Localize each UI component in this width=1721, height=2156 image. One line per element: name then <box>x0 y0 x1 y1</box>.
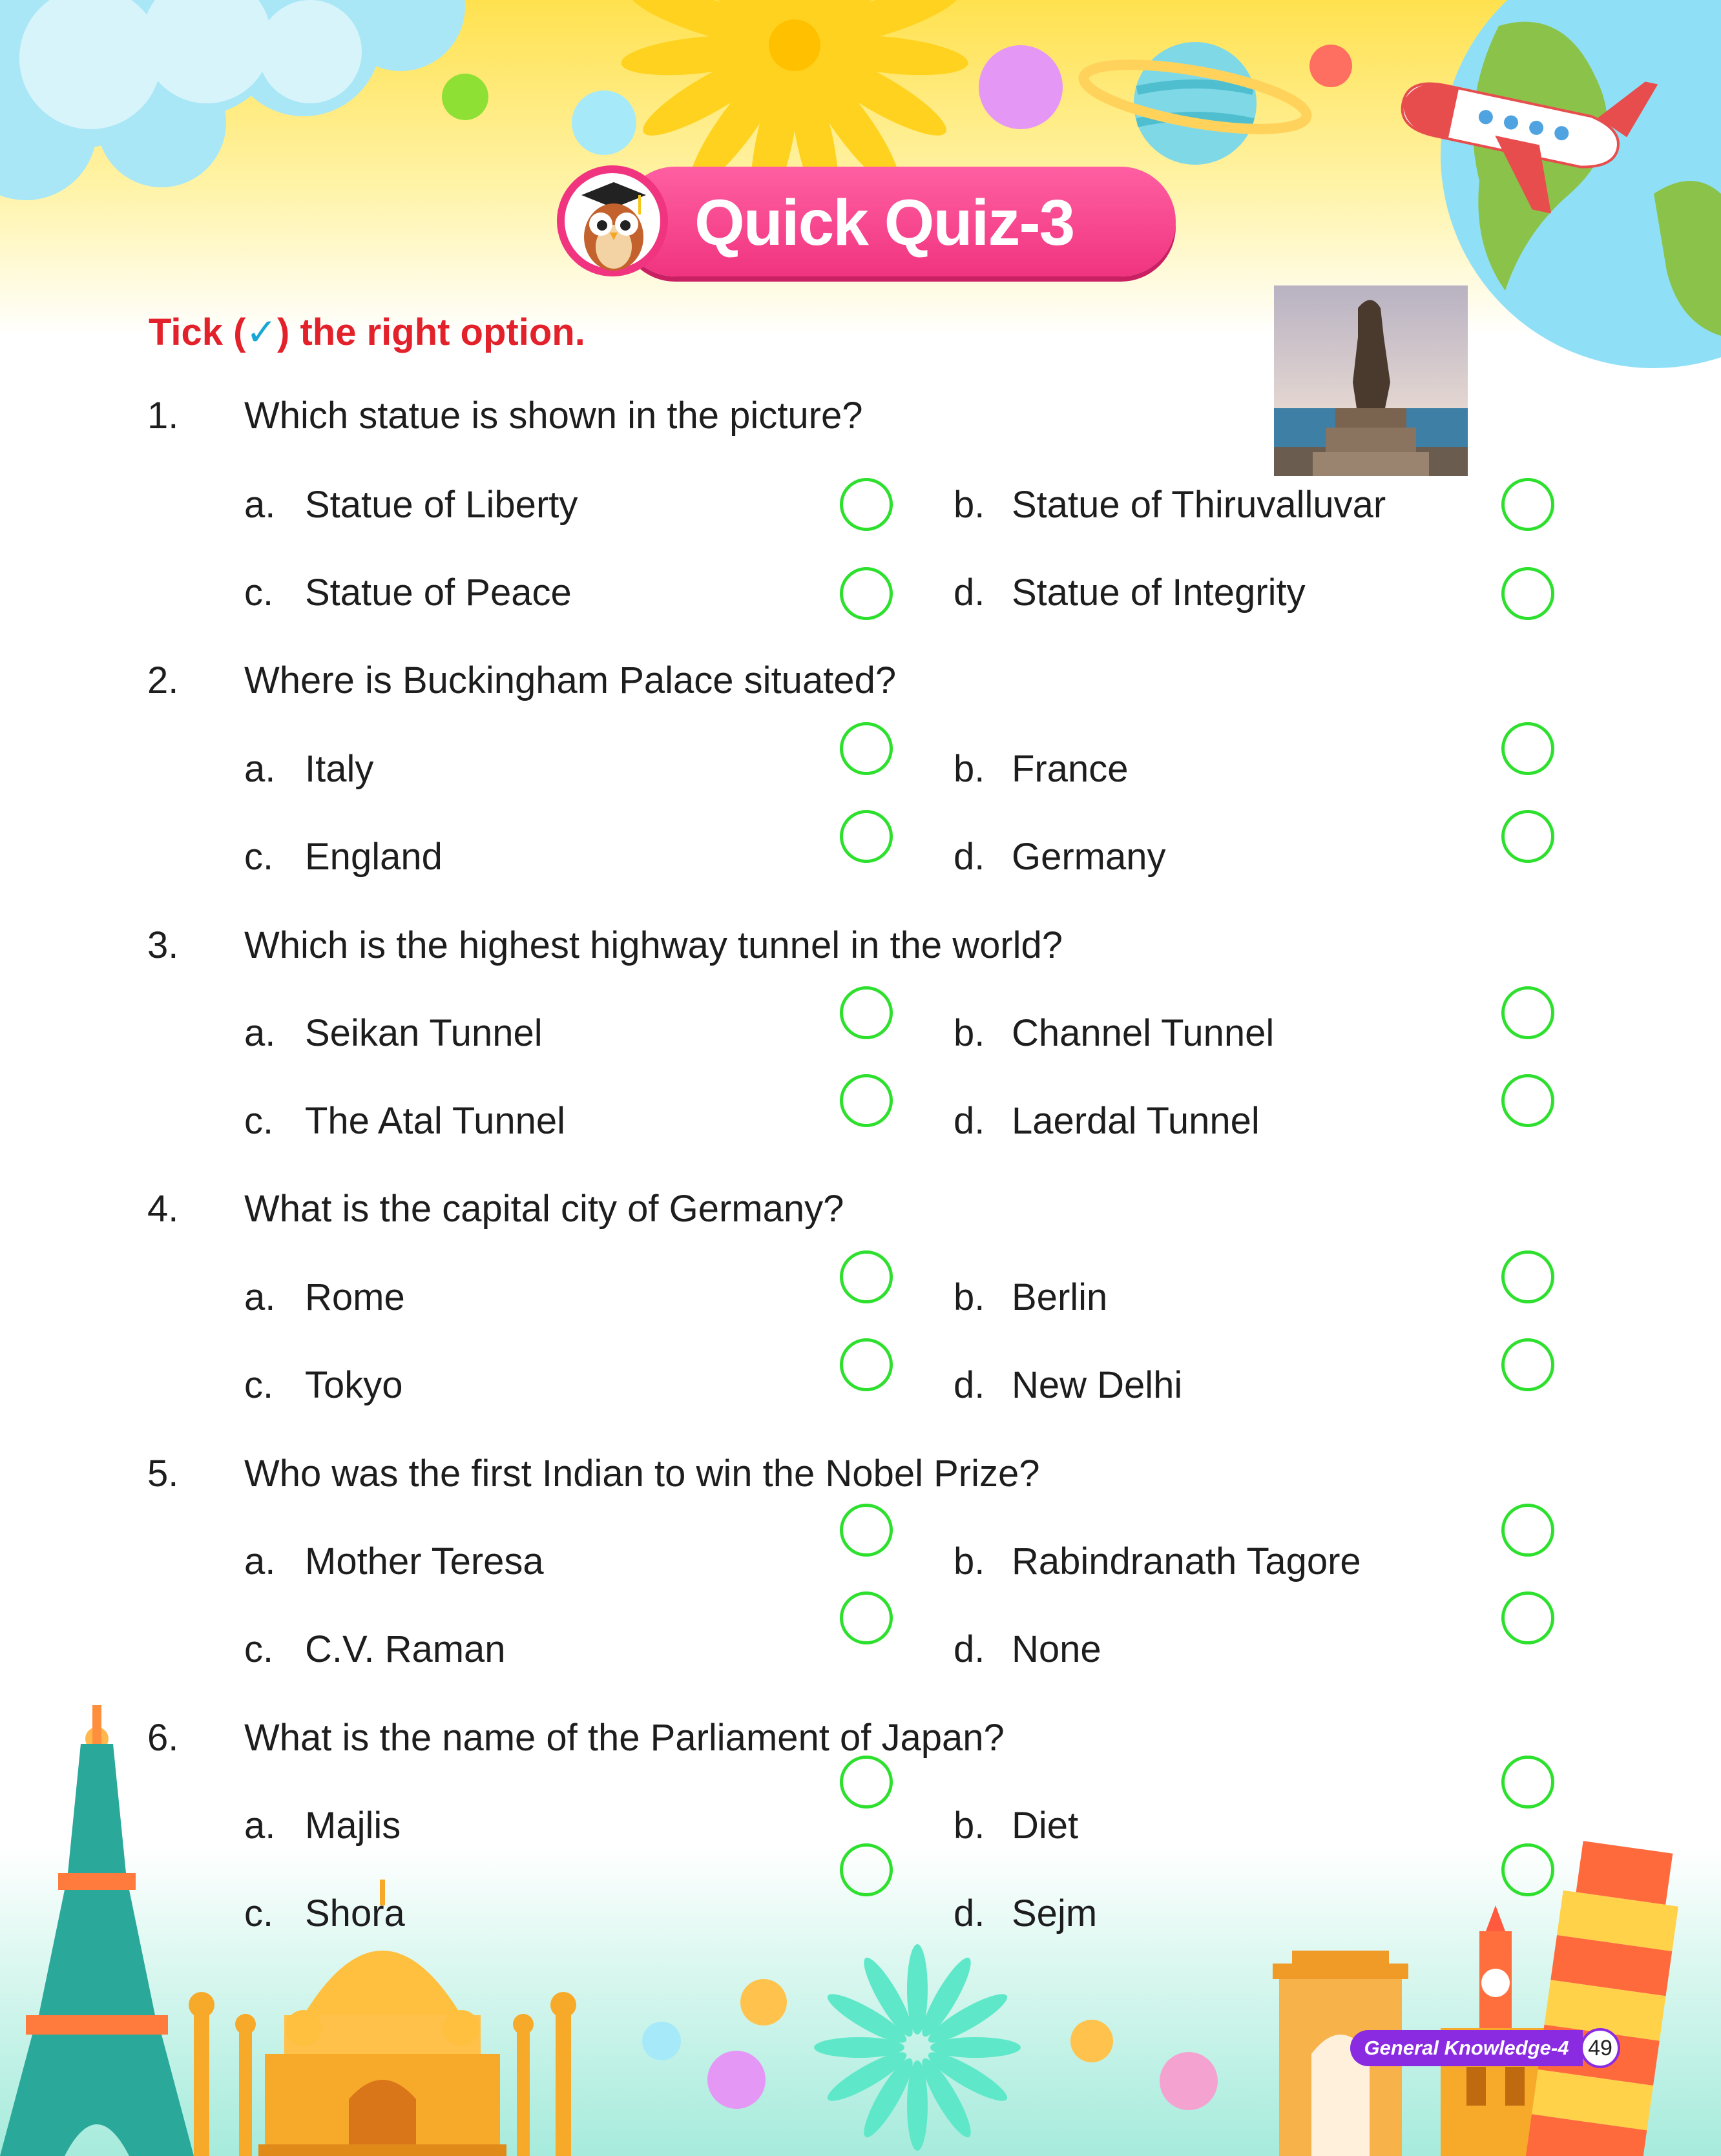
q1-option-b-text: Statue of Thiruvalluvar <box>1012 484 1386 526</box>
q2-option-b-text: France <box>1012 748 1129 790</box>
question-5-number: 5. <box>147 1453 179 1495</box>
question-2-number: 2. <box>147 659 179 701</box>
q6-option-a-letter: a. <box>244 1805 276 1847</box>
q6-option-d-answer-circle[interactable] <box>1501 1843 1554 1896</box>
q3-option-a-letter: a. <box>244 1012 276 1054</box>
question-1-text: Which statue is shown in the picture? <box>244 395 863 437</box>
question-1-number: 1. <box>147 395 179 437</box>
q5-option-d-letter: d. <box>954 1628 985 1670</box>
q4-option-a-letter: a. <box>244 1276 276 1318</box>
q4-option-d-answer-circle[interactable] <box>1501 1338 1554 1391</box>
q2-option-a-text: Italy <box>305 748 374 790</box>
q3-option-b-answer-circle[interactable] <box>1501 986 1554 1039</box>
owl-mascot-badge <box>557 165 668 276</box>
q4-option-c-answer-circle[interactable] <box>840 1338 893 1391</box>
statue-image <box>1274 285 1468 476</box>
q1-option-a-answer-circle[interactable] <box>840 478 893 531</box>
q2-option-b-answer-circle[interactable] <box>1501 722 1554 775</box>
question-3-text: Which is the highest highway tunnel in the world? <box>244 924 1063 966</box>
book-name-tag: General Knowledge-4 <box>1350 2030 1583 2066</box>
q5-option-d-text: None <box>1012 1628 1101 1670</box>
q5-option-a-answer-circle[interactable] <box>840 1504 893 1557</box>
q1-option-b-answer-circle[interactable] <box>1501 478 1554 531</box>
q1-option-d-text: Statue of Integrity <box>1012 572 1306 614</box>
q5-option-b-text: Rabindranath Tagore <box>1012 1540 1361 1582</box>
q5-option-b-letter: b. <box>954 1540 985 1582</box>
q3-option-a-text: Seikan Tunnel <box>305 1012 543 1054</box>
tick-mark-icon: ✓ <box>245 311 278 353</box>
q3-option-d-letter: d. <box>954 1100 985 1142</box>
q6-option-c-text: Shora <box>305 1892 405 1934</box>
question-2-text: Where is Buckingham Palace situated? <box>244 659 897 701</box>
question-6-number: 6. <box>147 1717 179 1759</box>
q4-option-b-text: Berlin <box>1012 1276 1108 1318</box>
q2-option-a-letter: a. <box>244 748 276 790</box>
question-6-text: What is the name of the Parliament of Japan? <box>244 1717 1005 1759</box>
q3-option-d-answer-circle[interactable] <box>1501 1074 1554 1127</box>
owl-mascot-icon <box>568 176 659 273</box>
question-5-text: Who was the first Indian to win the Nobel Prize? <box>244 1453 1040 1495</box>
q4-option-d-letter: d. <box>954 1364 985 1406</box>
q5-option-b-answer-circle[interactable] <box>1501 1504 1554 1557</box>
q4-option-b-answer-circle[interactable] <box>1501 1250 1554 1303</box>
q6-option-c-letter: c. <box>244 1892 274 1934</box>
q3-option-c-text: The Atal Tunnel <box>305 1100 566 1142</box>
q6-option-c-answer-circle[interactable] <box>840 1843 893 1896</box>
q2-option-d-text: Germany <box>1012 836 1166 878</box>
q6-option-b-text: Diet <box>1012 1805 1079 1847</box>
page-title: Quick Quiz-3 <box>694 187 1074 259</box>
statue-photo <box>1274 285 1468 476</box>
q2-option-c-text: England <box>305 836 443 878</box>
q1-option-c-letter: c. <box>244 572 274 614</box>
q3-option-d-text: Laerdal Tunnel <box>1012 1100 1260 1142</box>
instruction-text <box>149 310 585 354</box>
q2-option-d-answer-circle[interactable] <box>1501 810 1554 863</box>
q6-option-a-text: Majlis <box>305 1805 401 1847</box>
q4-option-a-text: Rome <box>305 1276 405 1318</box>
q3-option-a-answer-circle[interactable] <box>840 986 893 1039</box>
q4-option-c-letter: c. <box>244 1364 274 1406</box>
q2-option-c-answer-circle[interactable] <box>840 810 893 863</box>
q6-option-b-letter: b. <box>954 1805 985 1847</box>
q3-option-c-answer-circle[interactable] <box>840 1074 893 1127</box>
q6-option-d-text: Sejm <box>1012 1892 1098 1934</box>
q1-option-d-answer-circle[interactable] <box>1501 567 1554 620</box>
q1-option-c-answer-circle[interactable] <box>840 567 893 620</box>
q4-option-d-text: New Delhi <box>1012 1364 1183 1406</box>
q3-option-b-letter: b. <box>954 1012 985 1054</box>
q2-option-c-letter: c. <box>244 836 274 878</box>
q6-option-b-answer-circle[interactable] <box>1501 1756 1554 1809</box>
page-number: 49 <box>1580 2028 1620 2068</box>
q4-option-c-text: Tokyo <box>305 1364 403 1406</box>
instruction-before: Tick ( <box>149 311 246 353</box>
q6-option-d-letter: d. <box>954 1892 985 1934</box>
q1-option-d-letter: d. <box>954 572 985 614</box>
q5-option-c-answer-circle[interactable] <box>840 1591 893 1644</box>
q5-option-a-text: Mother Teresa <box>305 1540 544 1582</box>
q6-option-a-answer-circle[interactable] <box>840 1756 893 1809</box>
q4-option-a-answer-circle[interactable] <box>840 1250 893 1303</box>
q3-option-c-letter: c. <box>244 1100 274 1142</box>
q2-option-a-answer-circle[interactable] <box>840 722 893 775</box>
q3-option-b-text: Channel Tunnel <box>1012 1012 1275 1054</box>
instruction-after: ) the right option. <box>277 311 585 353</box>
q4-option-b-letter: b. <box>954 1276 985 1318</box>
question-3-number: 3. <box>147 924 179 966</box>
q1-option-c-text: Statue of Peace <box>305 572 572 614</box>
q5-option-d-answer-circle[interactable] <box>1501 1591 1554 1644</box>
q1-option-b-letter: b. <box>954 484 985 526</box>
question-4-number: 4. <box>147 1188 179 1230</box>
q2-option-b-letter: b. <box>954 748 985 790</box>
question-4-text: What is the capital city of Germany? <box>244 1188 844 1230</box>
q5-option-c-letter: c. <box>244 1628 274 1670</box>
q5-option-c-text: C.V. Raman <box>305 1628 506 1670</box>
q2-option-d-letter: d. <box>954 836 985 878</box>
q1-option-a-text: Statue of Liberty <box>305 484 578 526</box>
q1-option-a-letter: a. <box>244 484 276 526</box>
q5-option-a-letter: a. <box>244 1540 276 1582</box>
